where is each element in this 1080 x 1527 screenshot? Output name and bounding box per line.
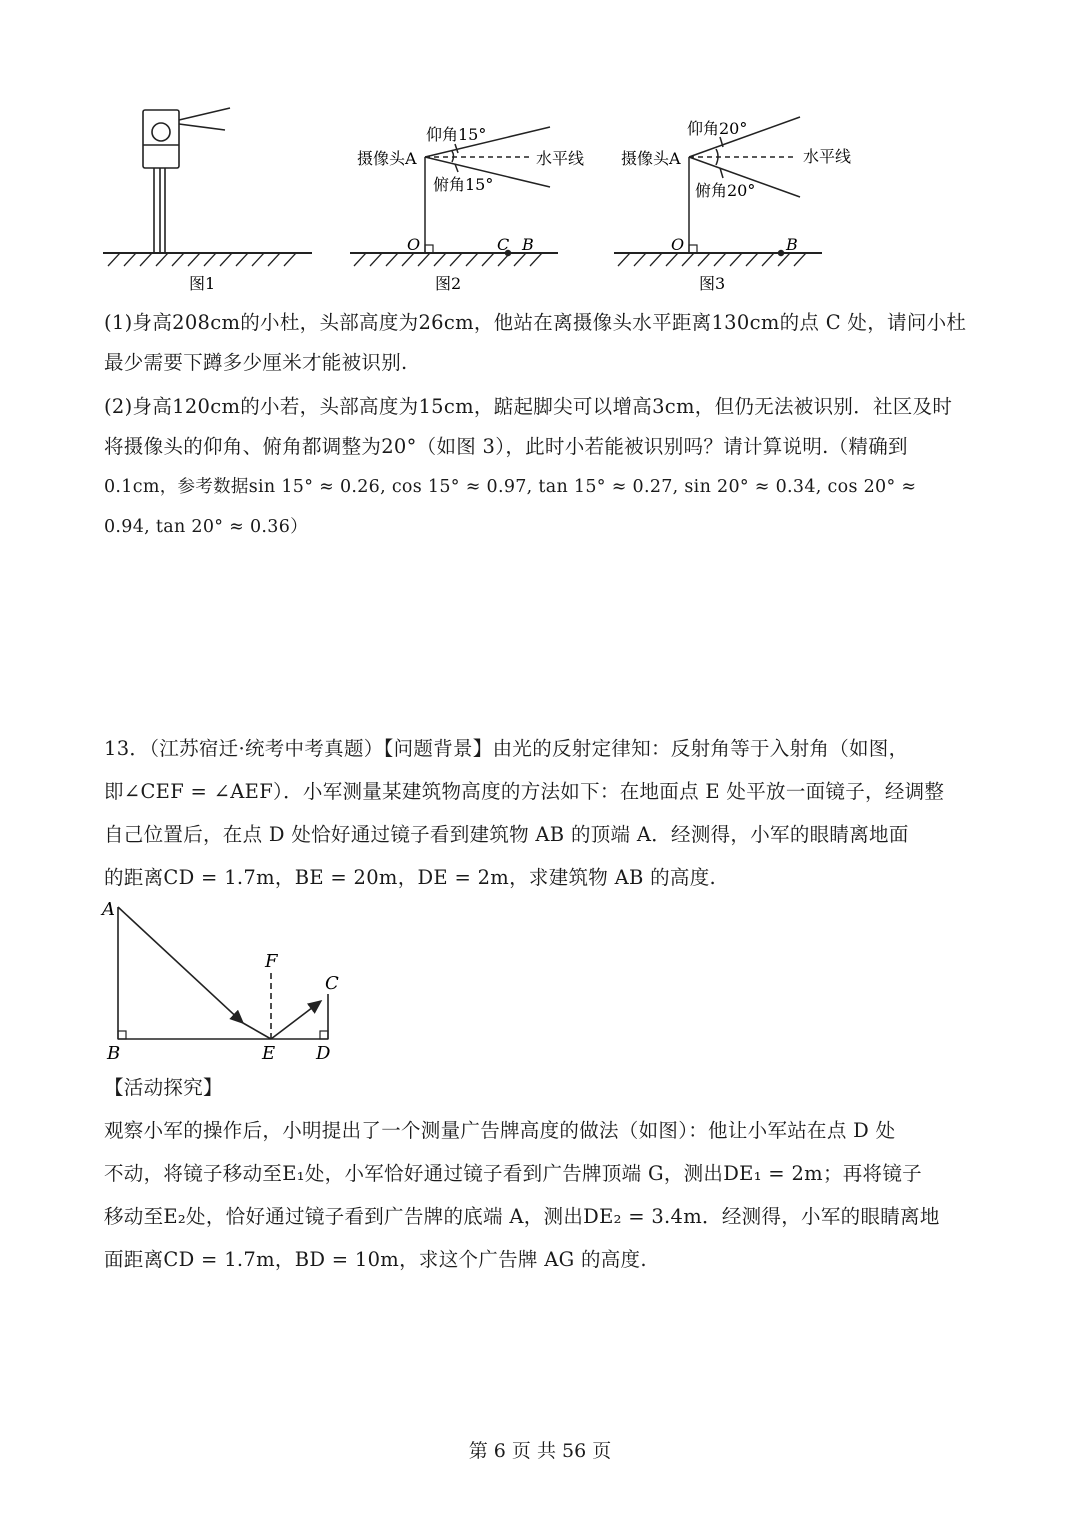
fig2-horizontal-label: 水平线 <box>536 149 585 168</box>
fig13-label-d: D <box>316 1043 331 1064</box>
activity-section <box>104 1066 984 1281</box>
fig2-down-angle: 俯角15° <box>433 175 494 194</box>
page-footer: 第 6 页 共 56 页 <box>468 1440 612 1462</box>
fig1-camera-diagram <box>103 108 312 266</box>
fig2-up-angle: 仰角15° <box>426 125 487 144</box>
q12-part2-line1: (2)身高120cm的小若，头部高度为15cm，踮起脚尖可以增高3cm，但仍无法被识别．社区及时 <box>104 395 953 418</box>
fig2-caption: 图2 <box>435 274 462 293</box>
activity-line4: 面距离CD = 1.7m，BD = 10m，求这个广告牌 AG 的高度. <box>104 1248 647 1271</box>
ground-hatch <box>108 253 296 266</box>
fig2-point-b: B <box>522 235 534 254</box>
q12-part2-line3: 0.1cm，参考数据sin 15° ≈ 0.26, cos 15° ≈ 0.97, tan 15° ≈ 0.27, sin 20° ≈ 0.34, cos 20° ≈ <box>104 477 917 497</box>
q13-line3: 自己位置后，在点 D 处恰好通过镜子看到建筑物 AB 的顶端 A．经测得，小军的眼睛离地面 <box>104 823 909 846</box>
fig3-camera-label: 摄像头A <box>621 149 681 168</box>
activity-line2: 不动，将镜子移动至E₁处，小军恰好通过镜子看到广告牌顶端 G，测出DE₁ = 2m；再将镜子 <box>104 1162 922 1185</box>
q13-line4: 的距离CD = 1.7m，BE = 20m，DE = 2m，求建筑物 AB 的高度. <box>104 866 717 889</box>
fig13-label-f: F <box>265 951 278 972</box>
fig13-label-b: B <box>107 1043 121 1064</box>
fig2-point-o: O <box>407 235 421 254</box>
fig13-label-a: A <box>102 899 115 920</box>
fig3-point-o: O <box>671 235 685 254</box>
figure-row-top <box>0 90 1080 305</box>
q13-line1: 13．（江苏宿迁·统考中考真题）【问题背景】由光的反射定律知：反射角等于入射角（如图， <box>104 737 909 760</box>
fig3-horizontal-label: 水平线 <box>803 147 852 166</box>
fig2-point-c: C <box>497 235 510 254</box>
fig3-up-angle: 仰角20° <box>687 119 748 138</box>
q13-line2: 即∠CEF = ∠AEF）．小军测量某建筑物高度的方法如下：在地面点 E 处平放一面镜子，经调整 <box>104 780 945 803</box>
question-12-text <box>104 303 984 547</box>
q12-part1-line1: (1)身高208cm的小杜，头部高度为26cm，他站在离摄像头水平距离130cm的点 C 处，请问小杜 <box>104 311 967 334</box>
camera-box <box>143 110 179 168</box>
q13-reflection-figure <box>95 893 355 1068</box>
fig2-camera-label: 摄像头A <box>357 149 417 168</box>
fig13-label-e: E <box>262 1043 276 1064</box>
q12-part2-line4: 0.94, tan 20° ≈ 0.36） <box>104 517 308 537</box>
fig1-caption: 图1 <box>189 274 216 293</box>
activity-line1: 观察小军的操作后，小明提出了一个测量广告牌高度的做法（如图）：他让小军站在点 D 处 <box>104 1119 896 1142</box>
fig3-down-angle: 俯角20° <box>695 181 756 200</box>
activity-line3: 移动至E₂处，恰好通过镜子看到广告牌的底端 A，测出DE₂ = 3.4m．经测得，小军的眼睛离地 <box>104 1205 940 1228</box>
activity-title: 【活动探究】 <box>104 1076 223 1099</box>
q12-part2-line2: 将摄像头的仰角、俯角都调整为20°（如图 3），此时小若能被识别吗？请计算说明.（精确到 <box>104 435 908 458</box>
fig13-label-c: C <box>325 973 339 994</box>
fig3-point-b: B <box>786 235 798 254</box>
question-13-text <box>104 727 984 899</box>
fig3-caption: 图3 <box>699 274 726 293</box>
q12-part1-line2: 最少需要下蹲多少厘米才能被识别. <box>104 351 408 374</box>
